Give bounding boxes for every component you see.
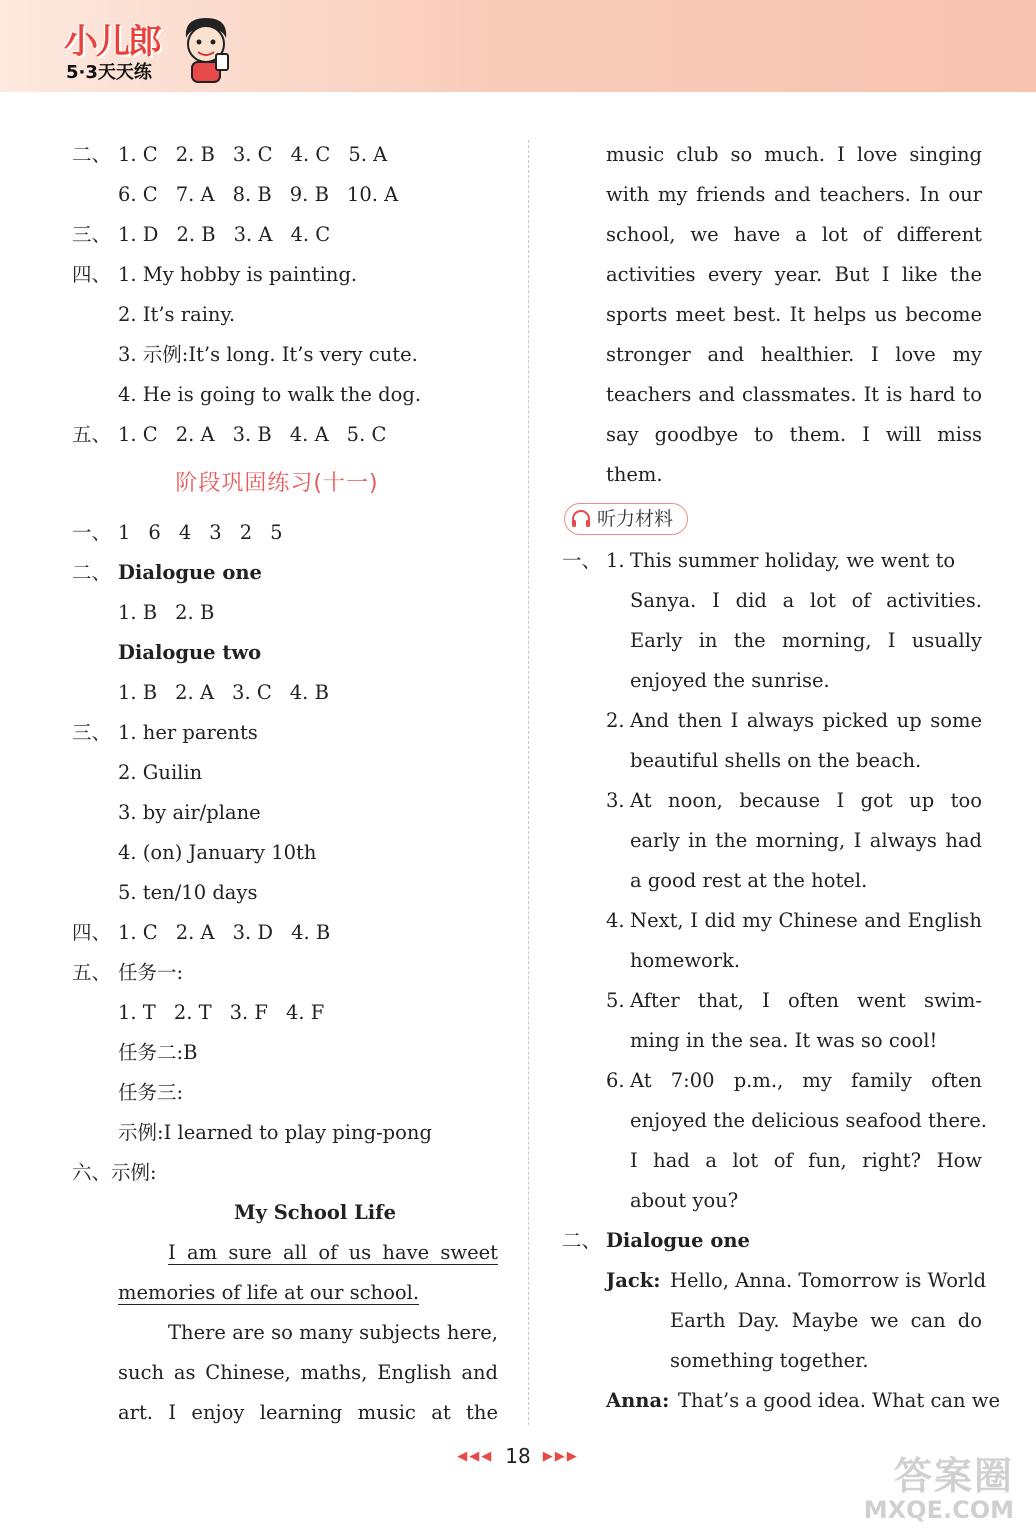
sequence-number: 5 [270,521,283,544]
answer: 4. B [289,681,329,704]
headphones-icon [571,510,591,528]
mascot-icon [176,12,236,84]
listen-line: After that, I often went swim- [630,989,982,1012]
essay-line: say goodbye to them. I will miss [606,423,982,446]
essay-title: My School Life [234,1201,396,1224]
speaker-name: Anna: [606,1389,670,1412]
listen-line: homework. [630,949,741,972]
answer: 1. T [118,1001,156,1024]
essay-line: There are so many subjects here, [168,1321,498,1344]
brand-logo-title: 小儿郎 [64,22,160,62]
q5-task3-label: 任务三: [118,1081,184,1104]
next-arrows-icon: ▶▶▶ [542,1449,579,1464]
listen-q1-item-1 [562,541,986,581]
q2-dialogue-two-title: Dialogue two [118,641,262,664]
listen-line: enjoyed the delicious seafood there. [630,1109,987,1132]
essay-line: art. I enjoy learning music at the [118,1401,498,1424]
sequence-number: 6 [148,521,161,544]
prev-q4-item [72,255,512,295]
sequence-number: 1 [118,521,131,544]
essay-line: activities every year. But I like the [606,263,982,286]
q3-item: 4. (on) January 10th [118,841,317,864]
dialogue-line-jack [562,1261,986,1301]
sequence-number: 2 [239,521,253,544]
right-column [562,135,1000,1421]
q-label: 五、 [72,961,112,984]
answer: 3. C [232,681,272,704]
q-label: 五、 [72,423,112,446]
answer: 4. B [291,921,331,944]
prev-q5 [72,415,512,455]
answer: 2. B [175,143,215,166]
listening-label: 听力材料 [597,508,674,530]
q2-dialogue-one-title [72,553,512,593]
item-number: 3. [606,789,625,812]
q-label: 四、 [72,921,112,944]
dialogue-line-anna [562,1381,1000,1421]
task-label: 任务一: [118,961,184,984]
listen-line: At 7:00 p.m., my family often [630,1069,982,1092]
item-number: 2. [606,709,625,732]
item-number: 6. [606,1069,625,1092]
q3-item [72,713,512,753]
q-label: 三、 [72,721,112,744]
essay-line: school, we have a lot of different [606,223,982,246]
q-label: 三、 [72,223,112,246]
answer: 4. C [290,143,331,166]
listen-line: Sanya. I did a lot of activities. [630,589,982,612]
answer: 1. B [118,601,158,624]
item-number: 1. [606,549,625,572]
answer: 1. B [118,681,158,704]
answer: 3. A [233,223,273,246]
speaker-name: Jack: [606,1269,661,1292]
listen-q1-item-4 [562,901,982,941]
q3-item: 5. ten/10 days [118,881,258,904]
dialogue-text: That’s a good idea. What can we [678,1389,1000,1412]
answer: 1. D [118,223,159,246]
sequence-number: 4 [178,521,192,544]
answer-text: 1. My hobby is painting. [118,263,358,286]
essay-line: such as Chinese, maths, English and [118,1361,498,1384]
listen-line: about you? [630,1189,739,1212]
q-label: 一、 [562,549,602,572]
answer: 2. B [176,223,216,246]
essay-line: memories of life at our school. [118,1281,420,1304]
answer-text: 1. her parents [118,721,258,744]
q5-task3-example: 示例:I learned to play ping-pong [118,1121,432,1144]
brand-logo-subtitle: 5·3天天练 [66,62,152,83]
dialogue-text: something together. [670,1349,869,1372]
q2-d1-answers [72,593,512,633]
item-number: 5. [606,989,625,1012]
q6-label: 六、示例: [72,1161,157,1184]
prev-q4-item: 3. 示例:It’s long. It’s very cute. [118,343,418,366]
prev-arrows-icon: ◀◀◀ [457,1449,494,1464]
dialogue-text: Hello, Anna. Tomorrow is World [670,1269,987,1292]
answer: 2. T [173,1001,212,1024]
listen-q2-title [562,1221,986,1261]
page-header [0,0,1036,92]
listen-line: beautiful shells on the beach. [630,749,922,772]
q3-item: 2. Guilin [118,761,203,784]
item-number: 4. [606,909,625,932]
essay-line: I am sure all of us have sweet [168,1241,498,1264]
listen-line: ming in the sea. It was so cool! [630,1029,938,1052]
answer: 5. C [346,423,387,446]
q1-sequence [72,513,512,553]
listen-line: a good rest at the hotel. [630,869,868,892]
listen-line: enjoyed the sunrise. [630,669,830,692]
answer: 4. A [289,423,329,446]
answer: 4. C [290,223,331,246]
answer: 10. A [346,183,399,206]
dialogue-title: Dialogue one [606,1229,750,1252]
essay-line: teachers and classmates. It is hard to [606,383,982,406]
answer: 2. A [175,921,215,944]
section-title: 阶段巩固练习(十一) [175,471,379,496]
prev-q2-row1 [72,135,512,175]
answer: 3. F [229,1001,268,1024]
answer: 1. C [118,423,158,446]
q-label: 一、 [72,521,112,544]
essay-line: music club so much. I love singing [606,143,982,166]
answer: 2. A [175,681,215,704]
prev-q4-item: 4. He is going to walk the dog. [118,383,422,406]
answer: 3. C [232,143,273,166]
q5-task2: 任务二:B [118,1041,198,1064]
listen-line: I had a lot of fun, right? How [630,1149,982,1172]
sequence-number: 3 [209,521,222,544]
q-label: 四、 [72,263,112,286]
answer: 9. B [289,183,329,206]
answer: 3. B [232,423,272,446]
q-label: 二、 [72,561,112,584]
listen-q1-item-3 [562,781,982,821]
listen-line: This summer holiday, we went to [630,549,956,572]
answer: 2. A [175,423,215,446]
left-column [72,135,512,1433]
watermark-text: 答案圈 [893,1454,1014,1498]
essay-line: with my friends and teachers. In our [606,183,982,206]
prev-q2-row2 [72,175,512,215]
answer: 5. A [348,143,388,166]
essay-line: sports meet best. It helps us become [606,303,982,326]
answer: 1. C [118,143,158,166]
q4-answers [72,913,512,953]
prev-q4-item: 2. It’s rainy. [118,303,236,326]
q3-item: 3. by air/plane [118,801,261,824]
essay-line: them. [606,463,663,486]
essay-line: stronger and healthier. I love my [606,343,982,366]
answer: 1. C [118,921,158,944]
q-label: 二、 [72,143,112,166]
dialogue-text: Earth Day. Maybe we can do [670,1309,982,1332]
listen-line: early in the morning, I always had [630,829,982,852]
prev-q3 [72,215,512,255]
page-number: 18 [505,1444,531,1468]
listen-q1-item-2 [562,701,982,741]
answer: 7. A [175,183,215,206]
listen-q1-item-6 [562,1061,982,1101]
watermark [824,1456,1014,1526]
listening-material-tag [564,503,688,535]
q-label: 二、 [562,1229,602,1252]
q5-task1-label [72,953,512,993]
q2-d2-answers [72,673,512,713]
listen-line: And then I always picked up some [630,709,982,732]
listen-q1-item-5 [562,981,982,1021]
listen-line: Next, I did my Chinese and English [630,909,982,932]
answer: 3. D [232,921,274,944]
listen-line: At noon, because I got up too [630,789,982,812]
answer: 2. B [175,601,215,624]
answer: 4. F [285,1001,325,1024]
dialogue-title: Dialogue one [118,561,262,584]
watermark-url: MXQE.COM [863,1496,1014,1524]
q5-task1-answers [72,993,512,1033]
listen-line: Early in the morning, I usually [630,629,982,652]
column-divider [528,140,529,1425]
answer: 8. B [232,183,272,206]
answer: 6. C [118,183,158,206]
